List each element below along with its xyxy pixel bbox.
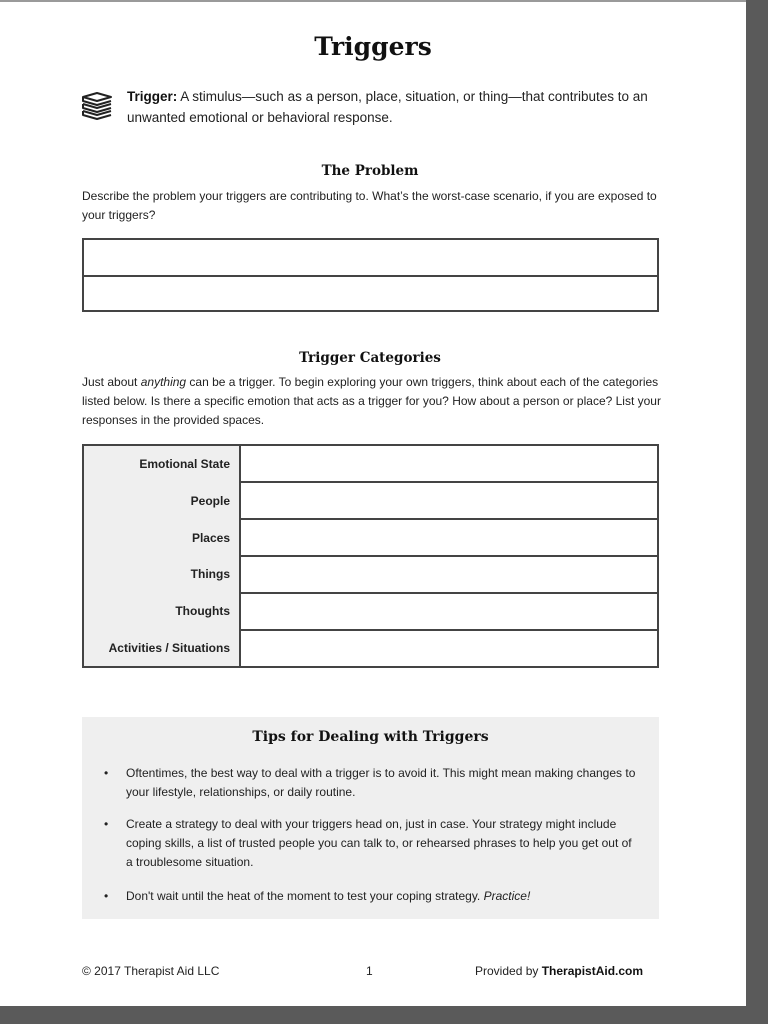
category-label-activities-situations: Activities / Situations [108,640,230,655]
category-labels-column [84,446,241,666]
bullet-icon: • [104,889,109,903]
intro-emphasis: anything [140,375,187,389]
emotional-state-response-field[interactable] [241,446,657,483]
category-label-things: Things [190,567,230,582]
definition-term: Trigger: [127,89,178,104]
tip-item [104,815,641,872]
footer-provided-by [475,964,643,978]
category-label-places: Places [191,530,230,545]
tip-item [104,887,641,906]
things-response-field[interactable] [241,557,657,594]
category-label-people: People [190,494,230,508]
intro-text: Just about [82,375,141,389]
categories-intro [82,373,662,430]
problem-description: Describe the problem your triggers are contributing to. What’s the worst-case scenario, if you are exposed to your triggers? [82,189,657,222]
footer-copyright: © 2017 Therapist Aid LLC [82,964,220,978]
problem-response-box [82,238,659,312]
category-label-thoughts: Thoughts [175,604,230,619]
problem-response-line[interactable] [84,275,657,310]
provided-by-text: Provided by [475,964,542,978]
places-response-field[interactable] [241,520,657,557]
tip-emphasis: Practice! [483,889,531,903]
people-response-field[interactable] [241,483,657,520]
definition-text: A stimulus—such as a person, place, situation, or thing—that contributes to an unwanted emotional or behavioral response. [127,89,648,125]
intro-text: can be a trigger. To begin exploring your own triggers, think about each of the categories listed below. Is there a specific emotion that acts as a trigger for you? How about a person or place? List your responses in the provided spaces. [82,375,661,427]
tip-text: Oftentimes, the best way to deal with a trigger is to avoid it. This might mean making changes to your lifestyle, relationships, or daily routine. [126,766,636,799]
problem-heading: The Problem [321,163,419,179]
activities-situations-response-field[interactable] [241,631,657,666]
page-title: Triggers [314,32,432,61]
thoughts-response-field[interactable] [241,594,657,631]
tips-heading: Tips for Dealing with Triggers [252,729,489,745]
problem-response-line[interactable] [84,240,657,275]
tips-panel [82,717,659,919]
category-label-emotional-state: Emotional State [139,457,230,472]
categories-heading: Trigger Categories [299,350,441,366]
tip-text: Don't wait until the heat of the moment to test your coping strategy. [126,889,484,903]
brand-link[interactable]: TherapistAid.com [541,964,644,978]
books-icon [80,90,114,122]
trigger-categories-table [82,444,659,668]
category-response-column [241,446,657,666]
tip-text: Create a strategy to deal with your triggers head on, just in case. Your strategy might include coping skills, a list of trusted people you can talk to, or rehearsed phrases to help you get out of a troublesome situation. [126,817,632,869]
bullet-icon: • [104,817,109,831]
footer-page-number: 1 [366,964,373,978]
bullet-icon: • [104,766,109,780]
tip-item [104,764,641,802]
trigger-definition [127,86,667,128]
